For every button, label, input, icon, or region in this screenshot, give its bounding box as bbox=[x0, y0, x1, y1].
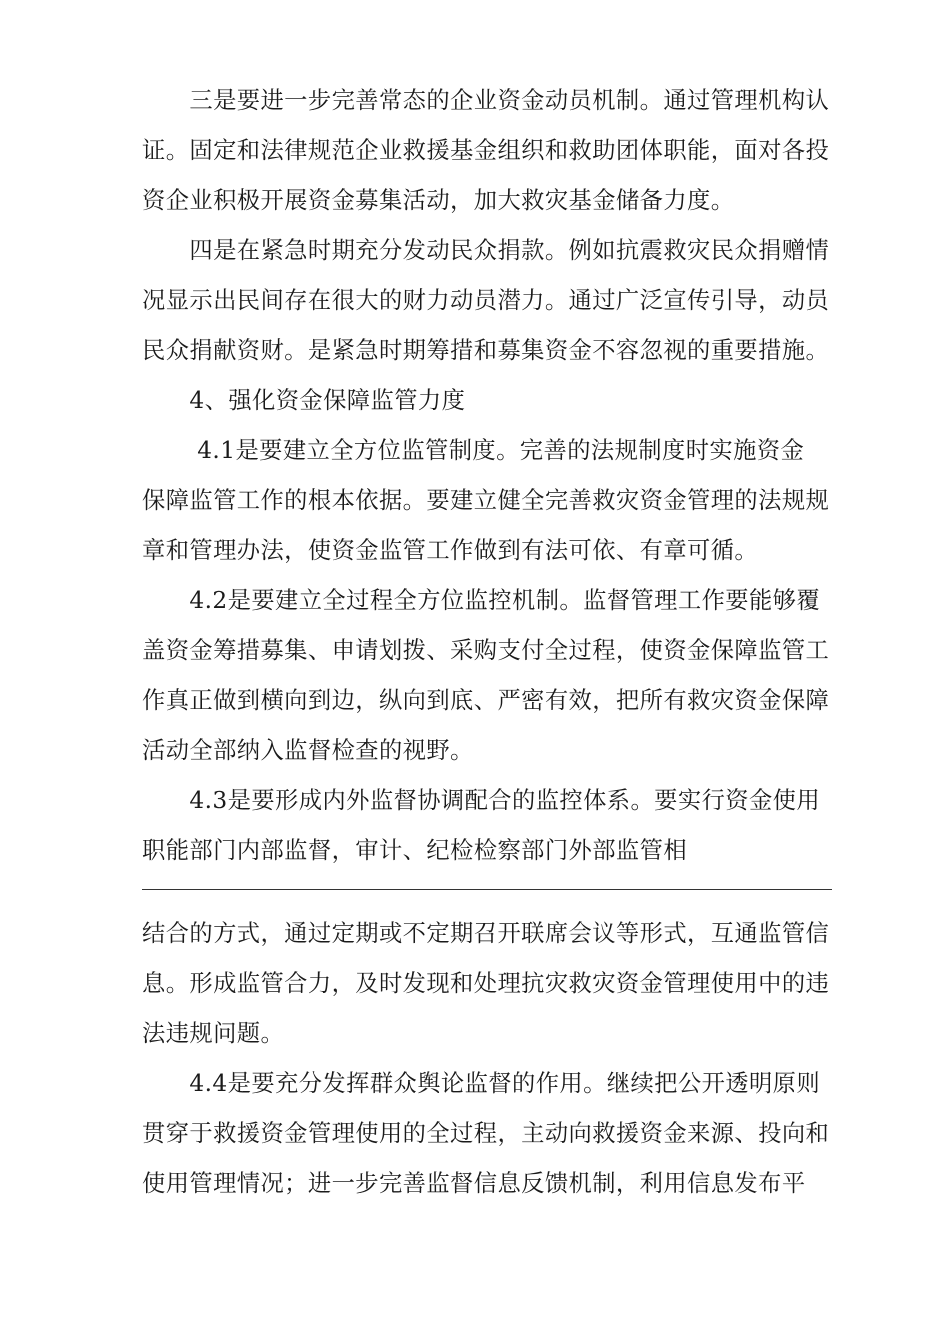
text-line: 作真正做到横向到边，纵向到底、严密有效，把所有救灾资金保障 bbox=[142, 687, 830, 714]
text-line: 息。形成监管合力，及时发现和处理抗灾救灾资金管理使用中的违 bbox=[142, 970, 830, 997]
text-line: 章和管理办法，使资金监管工作做到有法可依、有章可循。 bbox=[142, 537, 759, 564]
text-line: 资企业积极开展资金募集活动，加大救灾基金储备力度。 bbox=[142, 187, 735, 214]
text-line: 保障监管工作的根本依据。要建立健全完善救灾资金管理的法规规 bbox=[142, 487, 830, 514]
upper-text-block bbox=[142, 76, 842, 876]
text-line: 贯穿于救援资金管理使用的全过程，主动向救援资金来源、投向和 bbox=[142, 1120, 830, 1147]
text-line: 盖资金筹措募集、申请划拨、采购支付全过程，使资金保障监管工 bbox=[142, 637, 830, 664]
text-line: 四是在紧急时期充分发动民众捐款。例如抗震救灾民众捐赠情 bbox=[142, 237, 830, 264]
text-line: 4.4是要充分发挥群众舆论监督的作用。继续把公开透明原则 bbox=[142, 1070, 821, 1097]
text-line: 活动全部纳入监督检查的视野。 bbox=[142, 737, 474, 764]
lower-text-block bbox=[142, 909, 842, 1209]
text-line: 三是要进一步完善常态的企业资金动员机制。通过管理机构认 bbox=[142, 87, 830, 114]
text-line: 民众捐献资财。是紧急时期筹措和募集资金不容忽视的重要措施。 bbox=[142, 337, 830, 364]
text-line: 结合的方式，通过定期或不定期召开联席会议等形式，互通监管信 bbox=[142, 920, 830, 947]
text-line: 职能部门内部监督，审计、纪检检察部门外部监管相 bbox=[142, 837, 688, 864]
text-line: 证。固定和法律规范企业救援基金组织和救助团体职能，面对各投 bbox=[142, 137, 830, 164]
text-line: 使用管理情况；进一步完善监督信息反馈机制，利用信息发布平 bbox=[142, 1170, 806, 1197]
text-line: 4.1是要建立全方位监管制度。完善的法规制度时实施资金 bbox=[142, 437, 805, 464]
page-break-divider bbox=[142, 889, 832, 890]
text-line: 法违规问题。 bbox=[142, 1020, 285, 1047]
text-line: 况显示出民间存在很大的财力动员潜力。通过广泛宣传引导，动员 bbox=[142, 287, 830, 314]
text-line: 4.2是要建立全过程全方位监控机制。监督管理工作要能够覆 bbox=[142, 587, 821, 614]
text-line: 4.3是要形成内外监督协调配合的监控体系。要实行资金使用 bbox=[142, 787, 821, 814]
section-heading: 4、强化资金保障监管力度 bbox=[142, 387, 466, 414]
